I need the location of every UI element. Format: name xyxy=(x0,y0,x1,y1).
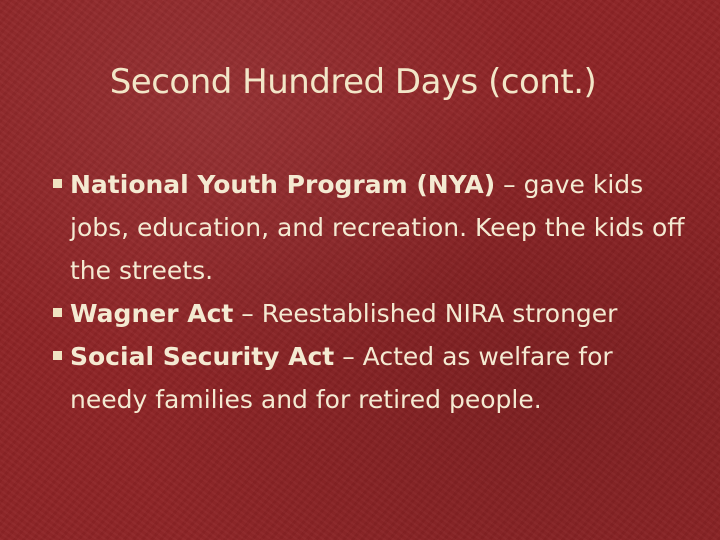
bullet-description: – Acted as welfare for needy families and for retired people. xyxy=(70,342,613,414)
bullet-item-nya xyxy=(53,163,693,292)
bullet-term: Wagner Act xyxy=(70,299,234,328)
bullet-term: National Youth Program (NYA) xyxy=(70,170,496,199)
bullet-description: – Reestablished NIRA stronger xyxy=(233,299,618,328)
bullet-item-wagner-act xyxy=(53,292,693,335)
bullet-description: – gave kids jobs, education, and recreation. Keep the kids off the streets. xyxy=(70,170,685,285)
square-bullet-icon xyxy=(53,351,62,360)
bullet-list xyxy=(53,163,693,421)
square-bullet-icon xyxy=(53,179,62,188)
bullet-item-social-security-act xyxy=(53,335,693,421)
bullet-term: Social Security Act xyxy=(70,342,335,371)
square-bullet-icon xyxy=(53,308,62,317)
slide-title: Second Hundred Days (cont.) xyxy=(109,62,597,102)
